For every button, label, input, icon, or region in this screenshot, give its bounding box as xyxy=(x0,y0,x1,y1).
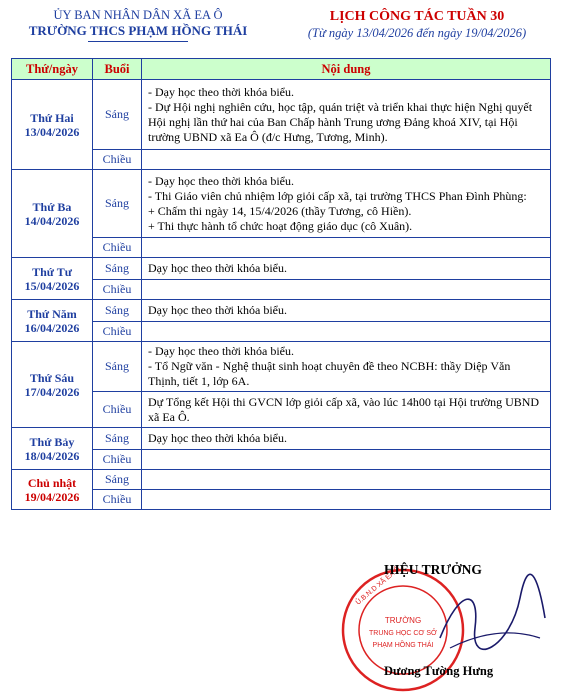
handwritten-signature xyxy=(430,568,550,668)
table-row xyxy=(12,490,551,510)
day-name: Thứ Năm xyxy=(27,306,77,321)
session-morning: Sáng xyxy=(93,300,142,322)
table-row xyxy=(12,170,551,238)
table-row xyxy=(12,80,551,150)
table-row xyxy=(12,300,551,322)
day-date: 18/04/2026 xyxy=(24,448,80,463)
content-line: + Chấm thi ngày 14, 15/4/2026 (thầy Tương, cô Hiền). xyxy=(148,203,412,218)
content-line: - Dạy học theo thời khóa biểu. xyxy=(148,173,294,188)
content-morning xyxy=(142,342,551,392)
svg-text:TRUNG HỌC CƠ SỞ: TRUNG HỌC CƠ SỞ xyxy=(368,630,438,637)
table-row xyxy=(12,238,551,258)
content-morning xyxy=(142,80,551,150)
table-row xyxy=(12,280,551,300)
day-name: Thứ Ba xyxy=(32,199,72,214)
session-afternoon: Chiều xyxy=(93,490,142,510)
day-date: 17/04/2026 xyxy=(24,384,80,399)
day-date: 16/04/2026 xyxy=(24,320,80,335)
day-cell xyxy=(12,258,93,300)
col-header-content: Nội dung xyxy=(142,59,551,80)
session-afternoon: Chiều xyxy=(93,150,142,170)
schedule-body xyxy=(12,80,551,510)
svg-text:PHẠM HỒNG THÁI: PHẠM HỒNG THÁI xyxy=(372,642,434,649)
doc-header xyxy=(282,8,552,41)
table-row xyxy=(12,428,551,450)
content-line: Dự Tổng kết Hội thi GVCN lớp giỏi cấp xã, vào lúc 14h00 tại Hội trường UBND xã Ea Ô. xyxy=(148,394,540,424)
content-morning xyxy=(142,258,551,280)
session-afternoon: Chiều xyxy=(93,280,142,300)
day-name: Thứ Sáu xyxy=(29,370,75,385)
day-name: Thứ Bảy xyxy=(29,434,75,449)
table-row xyxy=(12,392,551,428)
table-row xyxy=(12,342,551,392)
day-date: 15/04/2026 xyxy=(24,278,80,293)
day-date: 14/04/2026 xyxy=(24,213,80,228)
signer-name: Dương Tường Hưng xyxy=(384,664,494,678)
content-afternoon xyxy=(142,280,551,300)
content-afternoon xyxy=(142,392,551,428)
content-afternoon xyxy=(142,490,551,510)
header-divider xyxy=(88,41,188,42)
session-afternoon: Chiều xyxy=(93,238,142,258)
content-morning xyxy=(142,470,551,490)
day-cell xyxy=(12,470,93,510)
svg-text:Ủ.B.N.D XÃ EA Ô: Ủ.B.N.D XÃ EA Ô xyxy=(354,565,402,607)
col-header-day: Thứ/ngày xyxy=(12,59,93,80)
content-afternoon xyxy=(142,450,551,470)
content-morning xyxy=(142,300,551,322)
session-morning: Sáng xyxy=(93,428,142,450)
table-row xyxy=(12,322,551,342)
day-cell xyxy=(12,80,93,170)
content-afternoon xyxy=(142,150,551,170)
svg-text:TRƯỜNG: TRƯỜNG xyxy=(384,616,422,625)
day-date: 19/04/2026 xyxy=(24,489,80,504)
day-cell xyxy=(12,428,93,470)
day-date: 13/04/2026 xyxy=(24,124,80,139)
content-line: Dạy học theo thời khóa biểu. xyxy=(148,431,287,445)
content-line: Dạy học theo thời khóa biểu. xyxy=(148,303,287,317)
content-afternoon xyxy=(142,238,551,258)
org-header xyxy=(18,8,258,42)
session-morning: Sáng xyxy=(93,470,142,490)
content-line: - Thi Giáo viên chủ nhiệm lớp giỏi cấp xã, tại trường THCS Phan Đình Phùng: xyxy=(148,188,527,203)
table-row xyxy=(12,258,551,280)
session-morning: Sáng xyxy=(93,342,142,392)
content-line: + Thi thực hành tổ chức hoạt động giáo dục (cô Xuân). xyxy=(148,218,413,233)
school-name: TRƯỜNG THCS PHẠM HỒNG THÁI xyxy=(28,23,248,38)
table-row xyxy=(12,150,551,170)
signer-title: HIỆU TRƯỞNG xyxy=(384,562,482,577)
schedule-table xyxy=(11,58,551,510)
table-row xyxy=(12,470,551,490)
content-afternoon xyxy=(142,322,551,342)
day-name: Thứ Tư xyxy=(32,264,72,279)
content-morning xyxy=(142,170,551,238)
content-line: - Dự Hội nghị nghiên cứu, học tập, quán triệt và triển khai thực hiện Nghị quyết Hội nghị lần thứ hai của Ban Chấp hành Trung ương Đảng khoá XIV, tại Hội trường UBND xã Ea Ô (đ/c Hưng, Tương, Minh). xyxy=(148,99,533,144)
col-header-session: Buổi xyxy=(93,59,142,80)
day-cell xyxy=(12,342,93,428)
doc-title: LỊCH CÔNG TÁC TUẦN 30 xyxy=(329,9,505,24)
content-line: - Dạy học theo thời khóa biểu. xyxy=(148,84,294,99)
content-morning xyxy=(142,428,551,450)
day-cell xyxy=(12,170,93,258)
content-line: - Tổ Ngữ văn - Nghệ thuật sinh hoạt chuyên đề theo NCBH: thầy Diệp Văn Thịnh, tiết 1, lớp 6A. xyxy=(148,359,511,388)
day-cell xyxy=(12,300,93,342)
session-morning: Sáng xyxy=(93,170,142,238)
org-name: ỦY BAN NHÂN DÂN XÃ EA Ô xyxy=(53,8,223,22)
table-header-row xyxy=(12,59,551,80)
session-afternoon: Chiều xyxy=(93,322,142,342)
table-row xyxy=(12,450,551,470)
content-line: - Dạy học theo thời khóa biểu. xyxy=(148,344,294,358)
day-name: Chủ nhật xyxy=(27,475,77,490)
session-morning: Sáng xyxy=(93,258,142,280)
session-afternoon: Chiều xyxy=(93,392,142,428)
session-morning: Sáng xyxy=(93,80,142,150)
session-afternoon: Chiều xyxy=(93,450,142,470)
content-line: Dạy học theo thời khóa biểu. xyxy=(148,261,287,275)
doc-subtitle: (Từ ngày 13/04/2026 đến ngày 19/04/2026) xyxy=(307,26,527,40)
day-name: Thứ Hai xyxy=(30,110,74,125)
